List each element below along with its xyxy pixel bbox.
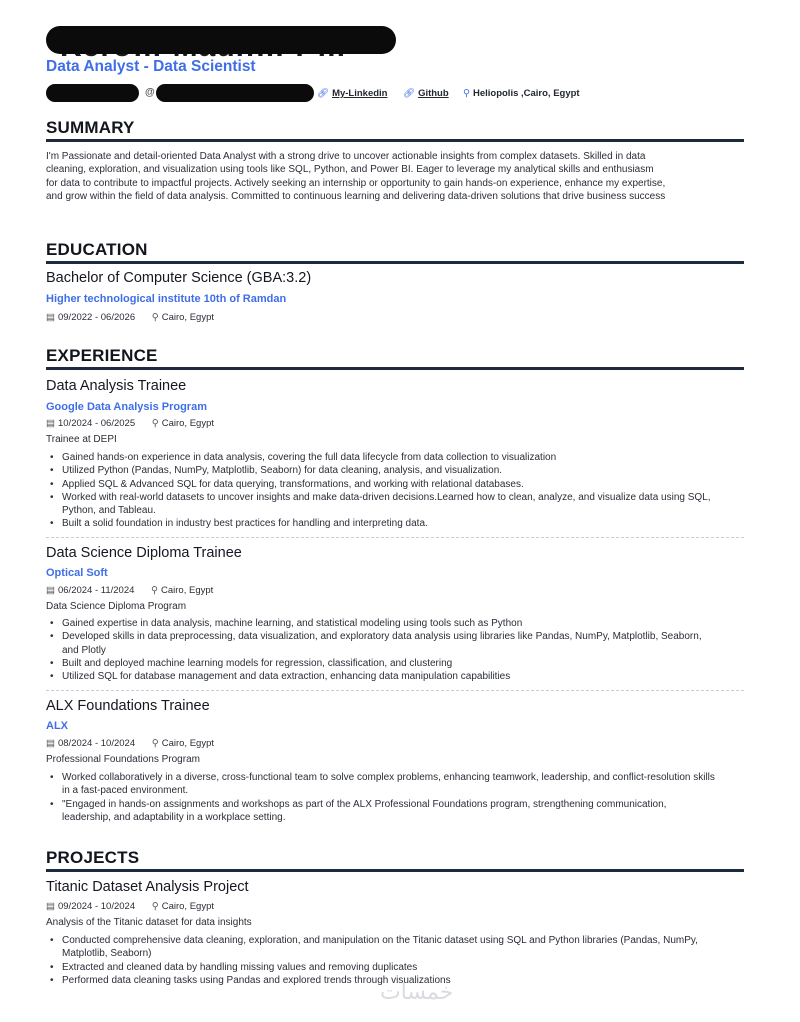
job-dates: 10/2024 - 06/2025 [57,418,136,429]
location [463,88,580,99]
list-item: • Conducted comprehensive data cleaning, exploration, and manipulation on the Titanic dataset using SQL and Python libraries (Pandas, NumPy, Matplotlib, Seaborn) [46,934,716,961]
map-pin-icon: ⚲ [151,738,159,749]
list-item: • Utilized SQL for database management and data extraction, enhancing data manipulation capabilities [46,670,716,683]
list-item: • Performed data cleaning tasks using Pandas and explored trends through visualizations [46,974,716,987]
link-icon: 🔗︎ [403,88,416,99]
entry-divider [46,690,744,691]
linkedin-link[interactable] [317,88,387,99]
projects-heading: PROJECTS [46,848,744,872]
calendar-icon: ▤ [46,418,55,429]
job-desc-3: Professional Foundations Program [46,754,200,765]
redacted-email [156,84,314,102]
project-dates: 09/2024 - 10/2024 [57,901,136,912]
list-item: • Developed skills in data preprocessing, data visualization, and exploratory data analysis using libraries like Pandas, NumPy, Matplotlib, Seaborn, and Plotly [46,630,716,657]
calendar-icon: ▤ [46,901,55,912]
map-pin-icon: ⚲ [463,88,470,99]
list-item: • "Engaged in hands-on assignments and workshops as part of the ALX Professional Foundations program, strengthening communication, leadership, and adaptability in a workplace setting. [46,798,716,825]
job-dates: 06/2024 - 11/2024 [57,585,135,596]
summary-text: I'm Passionate and detail-oriented Data Analyst with a strong drive to uncover actionable insights from complex datasets. Skilled in data cleaning, exploration, and visualization using tools like SQL, Python, and Power BI. Eager to leverage my analytical skills and enthusiasm for data to contribute to impactful projects. Actively seeking an internship or opportunity to gain hands-on experience, enhance my expertise, and grow within the field of data analysis. Committed to continuous learning and delivering data-driven solutions that drive business success [46,151,666,202]
project-title-1: Titanic Dataset Analysis Project [46,879,249,895]
job-org-2: Optical Soft [46,567,108,579]
job-title-3: ALX Foundations Trainee [46,698,210,714]
education-dates: 09/2022 - 06/2026 [57,312,136,323]
job-bullets-1 [46,451,716,531]
job-dates: 08/2024 - 10/2024 [57,738,136,749]
map-pin-icon: ⚲ [151,901,159,912]
list-item: • Extracted and cleaned data by handling missing values and removing duplicates [46,961,716,974]
job-meta-3 [46,738,214,749]
watermark: خمسات [380,980,454,1005]
job-title-2: Data Science Diploma Trainee [46,545,242,561]
job-title: Data Analyst - Data Scientist [46,58,256,75]
job-org-3: ALX [46,720,68,732]
job-desc-2: Data Science Diploma Program [46,601,187,612]
project-location: Cairo, Egypt [161,901,214,912]
job-bullets-2 [46,617,716,683]
redaction-bar [46,26,396,54]
job-desc-1: Trainee at DEPI [46,434,117,445]
list-item: • Applied SQL & Advanced SQL for data querying, transformations, and working with relational databases. [46,478,716,491]
location-text: Heliopolis ,Cairo, Egypt [472,88,580,99]
list-item: • Utilized Python (Pandas, NumPy, Matplotlib, Seaborn) for data cleaning, analysis, and visualization. [46,464,716,477]
education-location: Cairo, Egypt [161,312,214,323]
job-location: Cairo, Egypt [161,585,214,596]
map-pin-icon: ⚲ [151,312,159,323]
school-name: Higher technological institute 10th of Ramdan [46,293,287,305]
job-meta-2 [46,585,213,596]
project-desc-1: Analysis of the Titanic dataset for data insights [46,917,252,928]
education-heading: EDUCATION [46,240,744,264]
list-item: • Worked collaboratively in a diverse, cross-functional team to solve complex problems, enhancing teamwork, leadership, and conflict-resolution skills in a fast-paced environment. [46,771,716,798]
redacted-phone [46,84,139,102]
project-meta-1 [46,901,214,912]
job-location: Cairo, Egypt [161,738,214,749]
list-item: • Built a solid foundation in industry best practices for handling and interpreting data. [46,517,716,530]
map-pin-icon: ⚲ [151,585,159,596]
job-bullets-3 [46,771,716,824]
job-meta-1 [46,418,214,429]
calendar-icon: ▤ [46,738,55,749]
email-at-symbol: @ [145,87,155,98]
candidate-name [46,24,396,58]
list-item: • Worked with real-world datasets to uncover insights and make data-driven decisions.Learned how to clean, analyze, and visualize data using SQL, Python, and Tableau. [46,491,716,518]
list-item: • Built and deployed machine learning models for regression, classification, and clustering [46,657,716,670]
map-pin-icon: ⚲ [151,418,159,429]
list-item: • Gained expertise in data analysis, machine learning, and statistical modeling using tools such as Python [46,617,716,630]
job-location: Cairo, Egypt [161,418,214,429]
contact-bar [46,84,746,104]
degree-title: Bachelor of Computer Science (GBA:3.2) [46,270,312,286]
linkedin-label: My-Linkedin [332,88,388,99]
calendar-icon: ▤ [46,585,55,596]
calendar-icon: ▤ [46,312,55,323]
education-meta [46,312,214,323]
summary-heading: SUMMARY [46,118,744,142]
github-link[interactable] [403,88,449,99]
link-icon: 🔗︎ [317,88,330,99]
job-title-1: Data Analysis Trainee [46,378,187,394]
list-item: • Gained hands-on experience in data analysis, covering the full data lifecycle from data collection to visualization [46,451,716,464]
github-label: Github [418,88,449,99]
entry-divider [46,537,744,538]
experience-heading: EXPERIENCE [46,346,744,370]
job-org-1: Google Data Analysis Program [46,401,207,413]
